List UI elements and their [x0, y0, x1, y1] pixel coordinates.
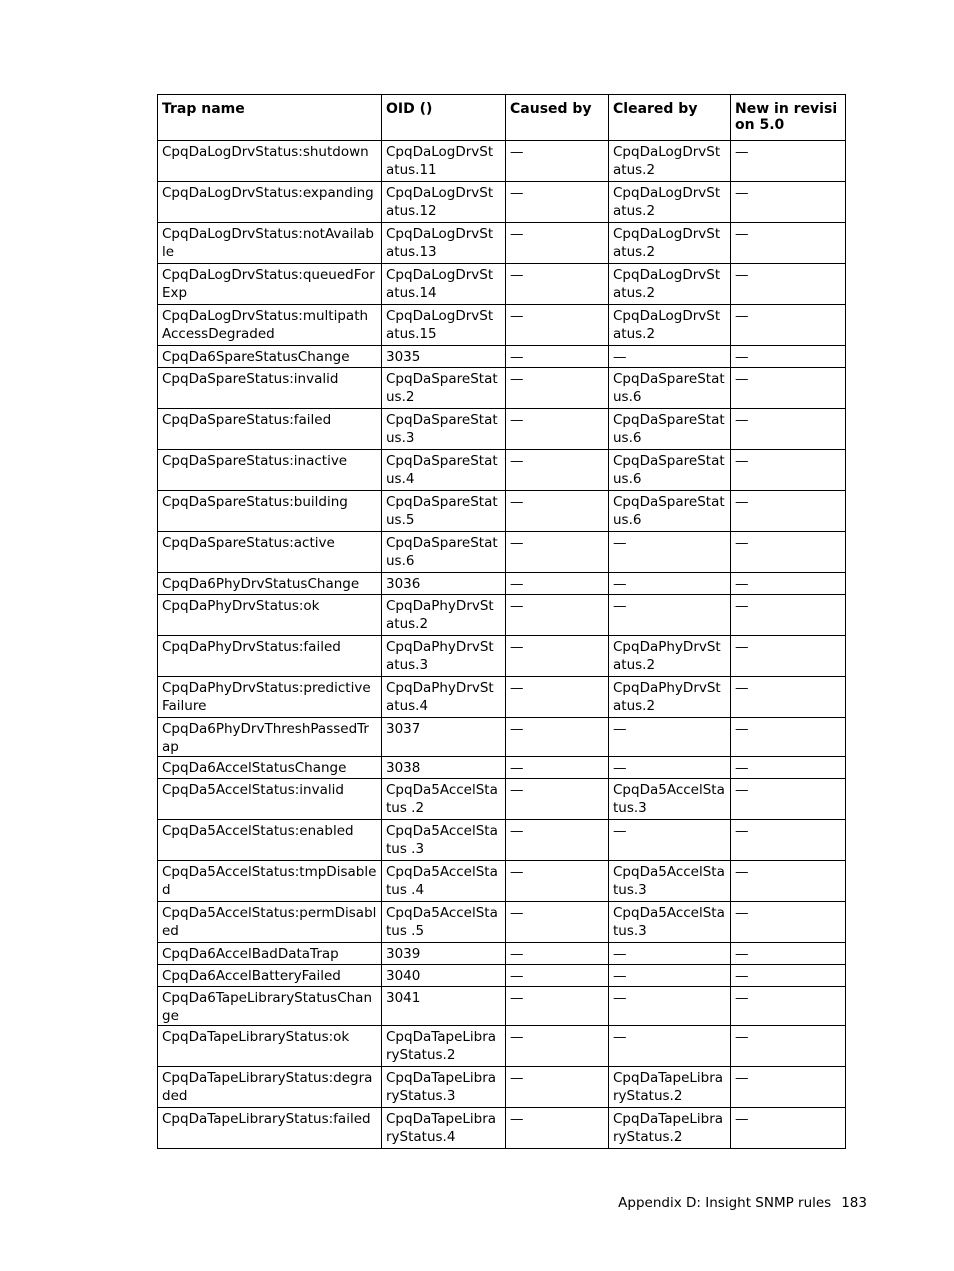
cell-trap-name: CpqDa5AccelStatus:permDisabled	[158, 902, 382, 943]
cell-caused-by: —	[506, 346, 609, 368]
header-oid: OID ()	[382, 95, 506, 141]
table-row	[158, 450, 846, 491]
table-row	[158, 943, 846, 965]
cell-caused-by: —	[506, 141, 609, 182]
table-row	[158, 491, 846, 532]
cell-trap-name: CpqDa6TapeLibraryStatusChange	[158, 987, 382, 1026]
cell-caused-by: —	[506, 677, 609, 718]
cell-new-in-revision: —	[731, 1067, 846, 1108]
cell-trap-name: CpqDaPhyDrvStatus:predictiveFailure	[158, 677, 382, 718]
cell-cleared-by: —	[609, 718, 731, 757]
cell-trap-name: CpqDa5AccelStatus:invalid	[158, 779, 382, 820]
cell-trap-name: CpqDaSpareStatus:inactive	[158, 450, 382, 491]
cell-oid: CpqDaPhyDrvStatus.2	[382, 595, 506, 636]
cell-trap-name: CpqDa6AccelStatusChange	[158, 757, 382, 779]
cell-cleared-by: CpqDaTapeLibraryStatus.2	[609, 1108, 731, 1149]
header-trap-name: Trap name	[158, 95, 382, 141]
cell-cleared-by: CpqDaLogDrvStatus.2	[609, 264, 731, 305]
cell-caused-by: —	[506, 409, 609, 450]
cell-trap-name: CpqDa5AccelStatus:tmpDisabled	[158, 861, 382, 902]
header-new-in-revision: New in revision 5.0	[731, 95, 846, 141]
cell-new-in-revision: —	[731, 368, 846, 409]
cell-new-in-revision: —	[731, 677, 846, 718]
cell-caused-by: —	[506, 305, 609, 346]
table-row	[158, 368, 846, 409]
cell-cleared-by: CpqDaSpareStatus.6	[609, 368, 731, 409]
cell-oid: CpqDaLogDrvStatus.11	[382, 141, 506, 182]
cell-trap-name: CpqDaSpareStatus:failed	[158, 409, 382, 450]
cell-cleared-by: CpqDaSpareStatus.6	[609, 450, 731, 491]
table-row	[158, 223, 846, 264]
cell-oid: 3041	[382, 987, 506, 1026]
cell-oid: 3035	[382, 346, 506, 368]
header-cleared-by: Cleared by	[609, 95, 731, 141]
cell-cleared-by: —	[609, 573, 731, 595]
cell-new-in-revision: —	[731, 264, 846, 305]
table-row	[158, 346, 846, 368]
cell-new-in-revision: —	[731, 965, 846, 987]
cell-caused-by: —	[506, 718, 609, 757]
cell-cleared-by: —	[609, 1026, 731, 1067]
table-row	[158, 573, 846, 595]
cell-new-in-revision: —	[731, 595, 846, 636]
table-row	[158, 141, 846, 182]
page-number: 183	[841, 1195, 867, 1211]
cell-cleared-by: —	[609, 943, 731, 965]
cell-caused-by: —	[506, 1108, 609, 1149]
cell-trap-name: CpqDa6AccelBatteryFailed	[158, 965, 382, 987]
cell-cleared-by: CpqDaPhyDrvStatus.2	[609, 636, 731, 677]
cell-cleared-by: CpqDaLogDrvStatus.2	[609, 305, 731, 346]
cell-cleared-by: —	[609, 346, 731, 368]
cell-cleared-by: —	[609, 987, 731, 1026]
cell-caused-by: —	[506, 491, 609, 532]
cell-oid: CpqDaLogDrvStatus.14	[382, 264, 506, 305]
page-footer	[618, 1195, 867, 1211]
cell-new-in-revision: —	[731, 573, 846, 595]
cell-oid: CpqDa5AccelStatus .4	[382, 861, 506, 902]
cell-oid: 3037	[382, 718, 506, 757]
cell-caused-by: —	[506, 532, 609, 573]
table-row	[158, 1108, 846, 1149]
table-row	[158, 305, 846, 346]
table-row	[158, 409, 846, 450]
cell-oid: 3036	[382, 573, 506, 595]
cell-new-in-revision: —	[731, 902, 846, 943]
cell-cleared-by: CpqDa5AccelStatus.3	[609, 902, 731, 943]
cell-cleared-by: CpqDaLogDrvStatus.2	[609, 141, 731, 182]
cell-cleared-by: CpqDaLogDrvStatus.2	[609, 223, 731, 264]
cell-cleared-by: —	[609, 532, 731, 573]
cell-new-in-revision: —	[731, 943, 846, 965]
cell-trap-name: CpqDa6SpareStatusChange	[158, 346, 382, 368]
cell-oid: CpqDaLogDrvStatus.15	[382, 305, 506, 346]
cell-cleared-by: CpqDa5AccelStatus.3	[609, 779, 731, 820]
cell-caused-by: —	[506, 861, 609, 902]
cell-new-in-revision: —	[731, 987, 846, 1026]
cell-new-in-revision: —	[731, 718, 846, 757]
cell-trap-name: CpqDaLogDrvStatus:shutdown	[158, 141, 382, 182]
cell-oid: CpqDaTapeLibraryStatus.2	[382, 1026, 506, 1067]
cell-cleared-by: CpqDaLogDrvStatus.2	[609, 182, 731, 223]
cell-caused-by: —	[506, 595, 609, 636]
table-row	[158, 532, 846, 573]
cell-new-in-revision: —	[731, 305, 846, 346]
cell-trap-name: CpqDaLogDrvStatus:queuedForExp	[158, 264, 382, 305]
cell-caused-by: —	[506, 965, 609, 987]
table-row	[158, 1026, 846, 1067]
table-row	[158, 677, 846, 718]
cell-caused-by: —	[506, 902, 609, 943]
table-row	[158, 264, 846, 305]
table-header-row	[158, 95, 846, 141]
table-body	[158, 141, 846, 1149]
cell-trap-name: CpqDaSpareStatus:invalid	[158, 368, 382, 409]
cell-new-in-revision: —	[731, 1026, 846, 1067]
cell-oid: CpqDaSpareStatus.3	[382, 409, 506, 450]
cell-trap-name: CpqDa6AccelBadDataTrap	[158, 943, 382, 965]
cell-caused-by: —	[506, 1067, 609, 1108]
cell-new-in-revision: —	[731, 409, 846, 450]
cell-oid: CpqDaPhyDrvStatus.4	[382, 677, 506, 718]
cell-caused-by: —	[506, 757, 609, 779]
cell-cleared-by: —	[609, 757, 731, 779]
cell-cleared-by: CpqDa5AccelStatus.3	[609, 861, 731, 902]
cell-oid: CpqDaLogDrvStatus.13	[382, 223, 506, 264]
cell-trap-name: CpqDa6PhyDrvStatusChange	[158, 573, 382, 595]
cell-new-in-revision: —	[731, 223, 846, 264]
cell-trap-name: CpqDaSpareStatus:building	[158, 491, 382, 532]
snmp-trap-table	[157, 94, 846, 1149]
table-row	[158, 636, 846, 677]
cell-oid: CpqDaTapeLibraryStatus.3	[382, 1067, 506, 1108]
cell-caused-by: —	[506, 223, 609, 264]
cell-new-in-revision: —	[731, 636, 846, 677]
cell-trap-name: CpqDaSpareStatus:active	[158, 532, 382, 573]
footer-section-title: Appendix D: Insight SNMP rules	[618, 1195, 832, 1211]
cell-trap-name: CpqDaPhyDrvStatus:failed	[158, 636, 382, 677]
cell-new-in-revision: —	[731, 182, 846, 223]
table-row	[158, 820, 846, 861]
table-row	[158, 182, 846, 223]
cell-trap-name: CpqDaPhyDrvStatus:ok	[158, 595, 382, 636]
cell-caused-by: —	[506, 943, 609, 965]
cell-new-in-revision: —	[731, 532, 846, 573]
cell-oid: CpqDaLogDrvStatus.12	[382, 182, 506, 223]
cell-caused-by: —	[506, 182, 609, 223]
table-row	[158, 902, 846, 943]
cell-oid: 3040	[382, 965, 506, 987]
cell-oid: CpqDa5AccelStatus .5	[382, 902, 506, 943]
cell-trap-name: CpqDaTapeLibraryStatus:ok	[158, 1026, 382, 1067]
cell-oid: CpqDaSpareStatus.2	[382, 368, 506, 409]
cell-caused-by: —	[506, 264, 609, 305]
cell-caused-by: —	[506, 987, 609, 1026]
cell-cleared-by: —	[609, 595, 731, 636]
table-row	[158, 965, 846, 987]
cell-caused-by: —	[506, 636, 609, 677]
cell-caused-by: —	[506, 573, 609, 595]
cell-new-in-revision: —	[731, 861, 846, 902]
cell-trap-name: CpqDaTapeLibraryStatus:degraded	[158, 1067, 382, 1108]
cell-new-in-revision: —	[731, 346, 846, 368]
cell-trap-name: CpqDaTapeLibraryStatus:failed	[158, 1108, 382, 1149]
cell-new-in-revision: —	[731, 450, 846, 491]
cell-caused-by: —	[506, 450, 609, 491]
cell-oid: CpqDaSpareStatus.6	[382, 532, 506, 573]
cell-oid: CpqDaSpareStatus.4	[382, 450, 506, 491]
table-row	[158, 757, 846, 779]
cell-caused-by: —	[506, 820, 609, 861]
cell-new-in-revision: —	[731, 820, 846, 861]
table-row	[158, 987, 846, 1026]
cell-oid: CpqDa5AccelStatus .2	[382, 779, 506, 820]
cell-oid: CpqDaTapeLibraryStatus.4	[382, 1108, 506, 1149]
cell-new-in-revision: —	[731, 757, 846, 779]
cell-caused-by: —	[506, 368, 609, 409]
cell-oid: CpqDaPhyDrvStatus.3	[382, 636, 506, 677]
cell-caused-by: —	[506, 1026, 609, 1067]
cell-cleared-by: —	[609, 965, 731, 987]
cell-trap-name: CpqDaLogDrvStatus:multipathAccessDegraded	[158, 305, 382, 346]
cell-oid: CpqDaSpareStatus.5	[382, 491, 506, 532]
table-row	[158, 861, 846, 902]
table-row	[158, 718, 846, 757]
cell-new-in-revision: —	[731, 1108, 846, 1149]
cell-cleared-by: CpqDaSpareStatus.6	[609, 409, 731, 450]
cell-trap-name: CpqDa5AccelStatus:enabled	[158, 820, 382, 861]
header-caused-by: Caused by	[506, 95, 609, 141]
cell-oid: 3039	[382, 943, 506, 965]
table-row	[158, 595, 846, 636]
cell-oid: CpqDa5AccelStatus .3	[382, 820, 506, 861]
cell-cleared-by: CpqDaTapeLibraryStatus.2	[609, 1067, 731, 1108]
cell-cleared-by: CpqDaSpareStatus.6	[609, 491, 731, 532]
cell-trap-name: CpqDa6PhyDrvThreshPassedTrap	[158, 718, 382, 757]
cell-caused-by: —	[506, 779, 609, 820]
cell-trap-name: CpqDaLogDrvStatus:expanding	[158, 182, 382, 223]
table-row	[158, 779, 846, 820]
cell-cleared-by: CpqDaPhyDrvStatus.2	[609, 677, 731, 718]
cell-cleared-by: —	[609, 820, 731, 861]
cell-trap-name: CpqDaLogDrvStatus:notAvailable	[158, 223, 382, 264]
cell-new-in-revision: —	[731, 491, 846, 532]
table-row	[158, 1067, 846, 1108]
cell-oid: 3038	[382, 757, 506, 779]
cell-new-in-revision: —	[731, 141, 846, 182]
cell-new-in-revision: —	[731, 779, 846, 820]
